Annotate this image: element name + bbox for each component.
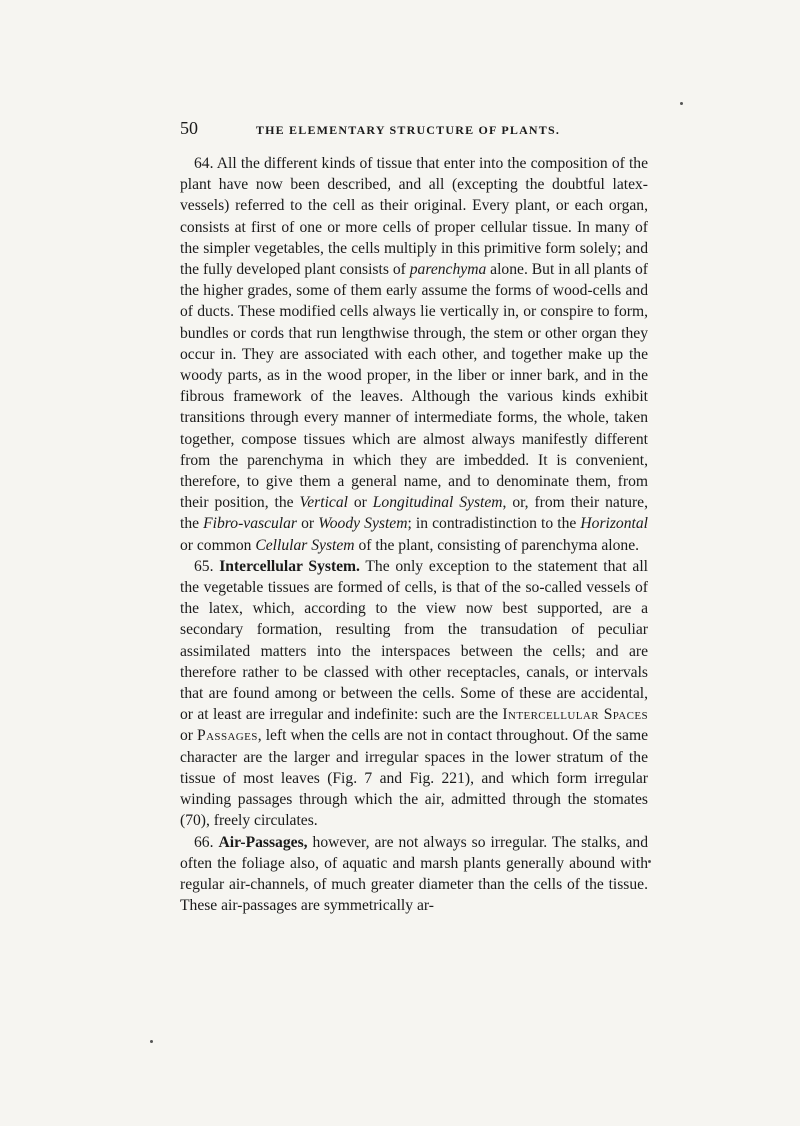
paragraph-number: 64. <box>194 155 217 172</box>
paragraph-text: ; in contradistinction to the <box>407 515 581 533</box>
paragraph-text: or <box>347 494 373 512</box>
paragraph-text: , or, from their nature, the <box>180 494 648 533</box>
paragraph-64 <box>180 153 648 556</box>
italic-term: Fibro-vascular <box>203 515 297 533</box>
paragraph-text: The only exception to the statement that all the vegetable tissues are formed of cells, is that of the so-called vessels of the latex, which, according to the view now best supported, are a secondary formation, resulting from the transudation of peculiar assimilated matters into the interspaces between the cells; and are therefore rather to be classed with other receptacles, canals, or intervals that are found among or between the cells. Some of these are accidental, or at least are irregular and indefinite: such are the <box>180 557 648 724</box>
paragraph-text: alone. But in all plants of the higher grades, some of them early assume the forms of wood-cells and of ducts. These modified cells always lie vertically in, or conspire to form, bundles or cords that run lengthwise through, the stem or other organ they occur in. They are associated with each other, and together make up the woody parts, as in the wood proper, in the liber or inner bark, and in the fibrous framework of the leaves. Although the various kinds exhibit transitions through every manner of intermediate forms, the whole, taken together, compose tissues which are almost always manifestly different from the parenchyma in which they are imbedded. It is convenient, therefore, to give them a general name, and to denominate them, from their position, the <box>180 261 649 512</box>
scan-speck <box>648 860 651 863</box>
paragraph-text: All the different kinds of tissue that enter into the composition of the plant have now been described, and all (excepting the doubtful latex-vessels) referred to the cell as their original. Every plant, or each organ, consists at first of one or more cells of proper cellular tissue. In many of the simpler vegetables, the cells multiply in this primitive form solely; and the fully developed plant consists of <box>180 155 648 279</box>
italic-term: Woody System <box>318 515 408 533</box>
italic-term: Longitudinal System <box>372 494 503 512</box>
italic-term: parenchyma <box>409 261 487 279</box>
page-number: 50 <box>180 118 198 138</box>
paragraph-text: or <box>180 727 198 745</box>
paragraph-lead: Intercellular System. <box>219 557 360 575</box>
italic-term: Cellular System <box>255 536 355 554</box>
scan-speck <box>150 1040 153 1043</box>
small-caps-term: Passages <box>197 727 258 745</box>
italic-term: Vertical <box>299 494 348 512</box>
small-caps-term: Intercellular Spaces <box>502 706 648 724</box>
scan-speck <box>680 102 683 105</box>
paragraph-65 <box>180 556 648 832</box>
book-page <box>180 118 648 916</box>
paragraph-number: 66. <box>194 833 219 851</box>
italic-term: Horizontal <box>580 515 648 533</box>
paragraph-text: however, are not always so irregular. The stalks, and often the foliage also, of aquatic and marsh plants generally abound with regular air-channels, of much greater diameter than the cells of the tissue. These air-passages are symmetrically ar- <box>180 833 648 915</box>
paragraph-66 <box>180 832 648 917</box>
paragraph-lead: Air-Passages, <box>218 833 308 851</box>
page-body <box>180 153 648 916</box>
paragraph-text: , left when the cells are not in contact throughout. Of the same character are the larger and irregular spaces in the lower stratum of the tissue of most leaves (Fig. 7 and Fig. 221), and which form irregular winding passages through which the air, admitted through the stomates (70), freely circulates. <box>180 727 649 830</box>
page-header <box>180 118 648 139</box>
paragraph-number: 65. <box>194 557 220 575</box>
paragraph-text: of the plant, consisting of parenchyma alone. <box>354 536 640 554</box>
running-title: THE ELEMENTARY STRUCTURE OF PLANTS. <box>255 123 561 137</box>
paragraph-text: or <box>297 515 319 533</box>
paragraph-text: or common <box>180 536 256 554</box>
